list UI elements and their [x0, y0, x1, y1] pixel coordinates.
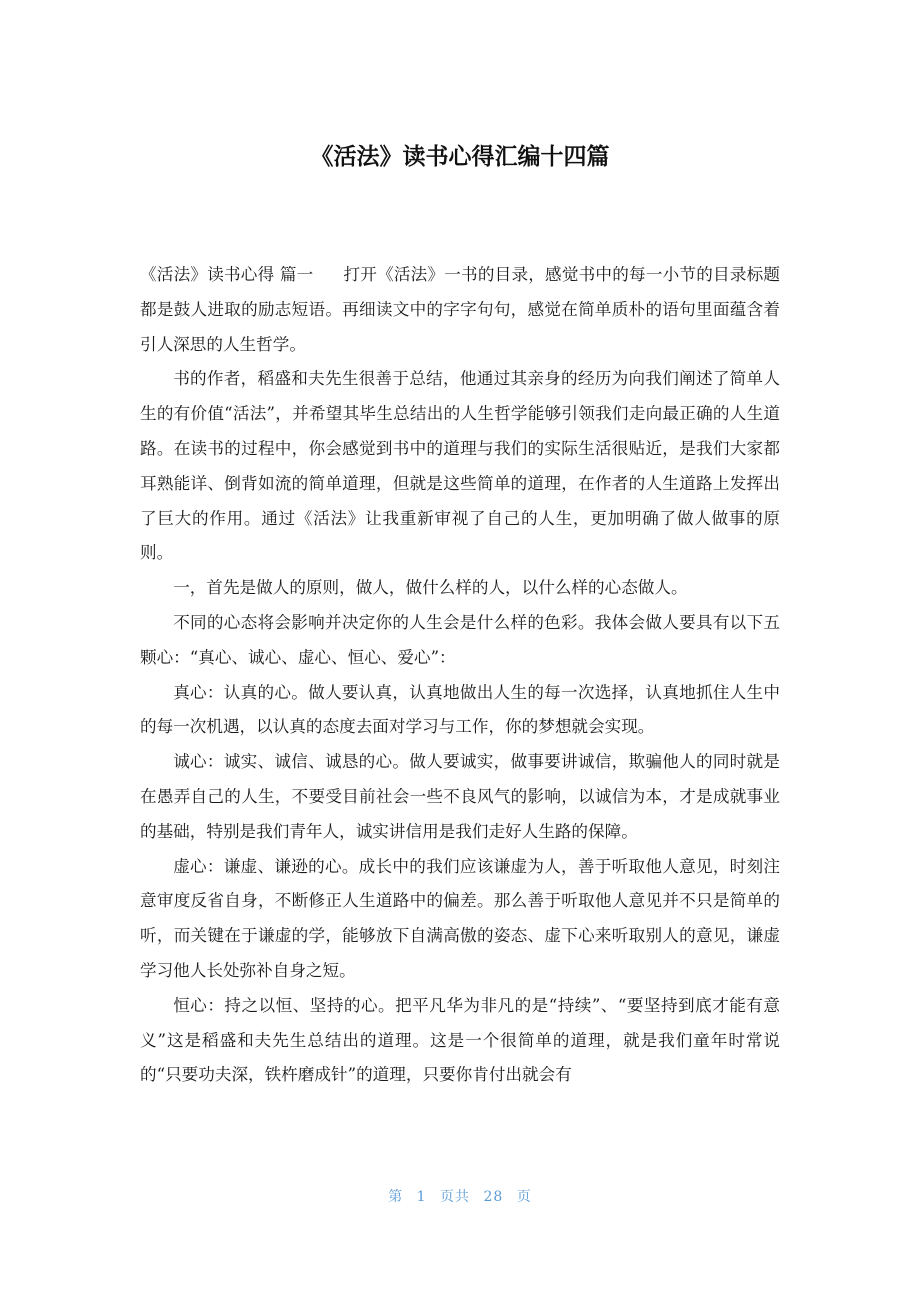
- document-body: [140, 258, 780, 1093]
- paragraph-8: 恒心：持之以恒、坚持的心。把平凡华为非凡的是“持续”、“要坚持到底才能有意义”这是稻盛和夫先生总结出的道理。这是一个很简单的道理，就是我们童年时常说的“只要功夫深，铁杵磨成针”的道理，只要你肯付出就会有: [140, 995, 780, 1085]
- paragraph-7: 虚心：谦虚、谦逊的心。成长中的我们应该谦虚为人，善于听取他人意见，时刻注意审度反省自身，不断修正人生道路中的偏差。那么善于听取他人意见并不只是简单的听，而关键在于谦虚的学，能够放下自满高傲的姿态、虚下心来听取别人的意见，谦虚学习他人长处弥补自身之短。: [140, 856, 780, 980]
- document-title: 《活法》读书心得汇编十四篇: [310, 144, 610, 170]
- paragraph-5: 真心：认真的心。做人要认真，认真地做出人生的每一次选择，认真地抓住人生中的每一次机遇，以认真的态度去面对学习与工作，你的梦想就会实现。: [140, 682, 780, 737]
- paragraph-4: 不同的心态将会影响并决定你的人生会是什么样的色彩。我体会做人要具有以下五颗心：“真心、诚心、虚心、恒心、爱心”：: [140, 612, 780, 667]
- paragraph-1-text: 打开《活法》一书的目录，感觉书中的每一小节的目录标题都是鼓人进取的励志短语。再细读文中的字字句句，感觉在简单质朴的语句里面蕴含着引人深思的人生哲学。: [140, 265, 781, 354]
- paragraph-6: 诚心：诚实、诚信、诚恳的心。做人要诚实，做事要讲诚信，欺骗他人的同时就是在愚弄自己的人生，不要受目前社会一些不良风气的影响，以诚信为本，才是成就事业的基础，特别是我们青年人，诚实讲信用是我们走好人生路的保障。: [140, 752, 780, 841]
- paragraph-lead: 《活法》读书心得 篇一: [140, 265, 314, 284]
- paragraph-1: [140, 258, 780, 362]
- page-number-footer: 第 1 页共 28 页: [388, 1189, 532, 1205]
- paragraph-2: 书的作者，稻盛和夫先生很善于总结，他通过其亲身的经历为向我们阐述了简单人生的有价值“活法”，并希望其毕生总结出的人生哲学能够引领我们走向最正确的人生道路。在读书的过程中，你会感觉到书中的道理与我们的实际生活很贴近，是我们大家都耳熟能详、倒背如流的简单道理，但就是这些简单的道理，在作者的人生道路上发挥出了巨大的作用。通过《活法》让我重新审视了自己的人生，更加明确了做人做事的原则。: [140, 369, 780, 563]
- paragraph-3: 一，首先是做人的原则，做人，做什么样的人，以什么样的心态做人。: [173, 578, 688, 598]
